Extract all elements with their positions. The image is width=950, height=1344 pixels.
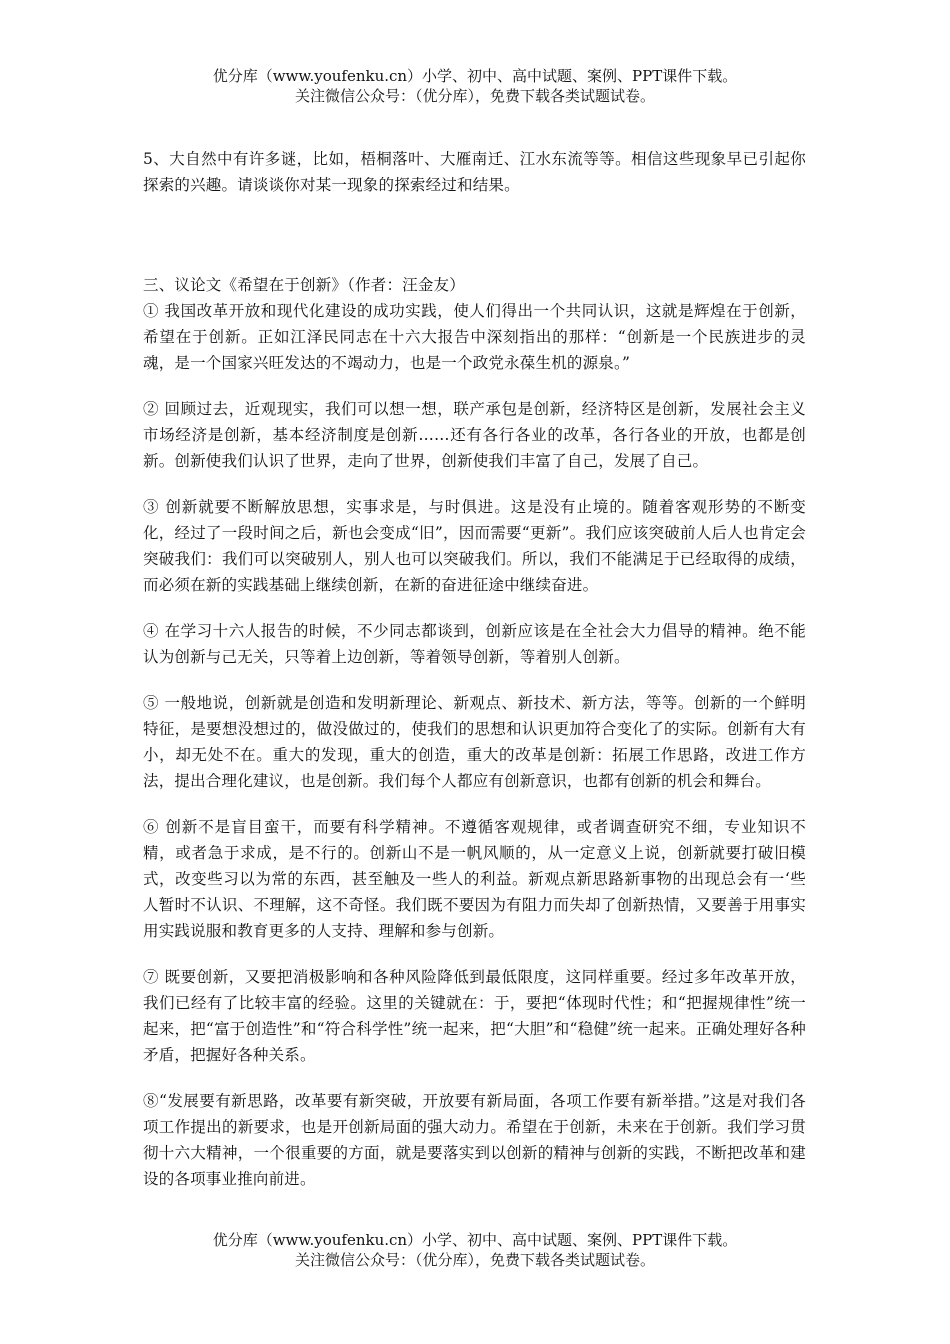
essay-paragraph-7: ⑦ 既要创新，又要把消极影响和各种风险降低到最低限度，这同样重要。经过多年改革开放，我们已经有了比较丰富的经验。这里的关键就在：于，要把“体现时代性；和“把握规律性”统一起来，把“富于创造性”和“符合科学性”统一起来，把“大胆”和“稳健”统一起来。正确处理好各种矛盾，把握好各种关系。 <box>143 968 806 1064</box>
question-5: 5、大自然中有许多谜，比如，梧桐落叶、大雁南迁、江水东流等等。相信这些现象早已引起你探索的兴趣。请谈谈你对某一现象的探索经过和结果。 <box>143 150 806 194</box>
header-line-1: 优分库（www.youfenku.cn）小学、初中、高中试题、案例、PPT课件下载。 <box>212 67 738 85</box>
essay-paragraph-3: ③ 创新就要不断解放思想，实事求是，与时俱进。这是没有止境的。随着客观形势的不断变化，经过了一段时间之后，新也会变成“旧”，因而需要“更新”。我们应该突破前人后人也肯定会突破我们：我们可以突破别人，别人也可以突破我们。所以，我们不能满足于已经取得的成绩，而必须在新的实践基础上继续创新，在新的奋进征途中继续奋进。 <box>143 498 806 594</box>
header-line-2: 关注微信公众号：（优分库），免费下载各类试题试卷。 <box>294 87 655 105</box>
footer-line-1: 优分库（www.youfenku.cn）小学、初中、高中试题、案例、PPT课件下载。 <box>212 1231 738 1249</box>
essay-paragraph-6: ⑥ 创新不是盲目蛮干，而要有科学精神。不遵循客观规律，或者调查研究不细，专业知识不精，或者急于求成，是不行的。创新山不是一帆风顺的，从一定意义上说，创新就要打破旧模式，改变些习以为常的东西，甚至触及一些人的利益。新观点新思路新事物的出现总会有一‘些人暂时不认识、不理解，这不奇怪。我们既不要因为有阻力而失却了创新热情，又要善于用事实用实践说服和教育更多的人支持、理解和参与创新。 <box>143 818 806 940</box>
essay-paragraph-2: ② 回顾过去，近观现实，我们可以想一想，联产承包是创新，经济特区是创新，发展社会主义市场经济是创新，基本经济制度是创新……还有各行各业的改革，各行各业的开放，也都是创新。创新使我们认识了世界，走向了世界，创新使我们丰富了自己，发展了自己。 <box>143 400 806 470</box>
essay-paragraph-4: ④ 在学习十六人报告的时候，不少同志都谈到，创新应该是在全社会大力倡导的精神。绝不能认为创新与己无关，只等着上边创新，等着领导创新，等着别人创新。 <box>143 622 806 666</box>
footer-line-2: 关注微信公众号：（优分库），免费下载各类试题试卷。 <box>294 1251 655 1269</box>
essay-paragraph-5: ⑤ 一般地说，创新就是创造和发明新理论、新观点、新技术、新方法，等等。创新的一个鲜明特征，是要想没想过的，做没做过的，使我们的思想和认识更加符合变化了的实际。创新有大有小，却无处不在。重大的发现，重大的创造，重大的改革是创新：拓展工作思路，改进工作方法，提出合理化建议，也是创新。我们每个人都应有创新意识，也都有创新的机会和舞台。 <box>143 694 806 790</box>
essay-paragraph-8: ⑧“发展要有新思路，改革要有新突破，开放要有新局面，各项工作要有新举措。”这是对我们各项工作提出的新要求，也是开创新局面的强大动力。希望在于创新，未来在于创新。我们学习贯彻十六大精神，一个很重要的方面，就是要落实到以创新的精神与创新的实践，不断把改革和建设的各项事业推向前进。 <box>143 1092 806 1188</box>
essay-section <box>143 272 806 1212</box>
page-footer <box>0 1230 950 1270</box>
page-header <box>0 66 950 106</box>
essay-title: 三、议论文《希望在于创新》（作者：汪金友） <box>143 276 465 294</box>
essay-paragraph-1: ① 我国改革开放和现代化建设的成功实践，使人们得出一个共同认识，这就是辉煌在于创新，希望在于创新。正如江泽民同志在十六大报告中深刻指出的那样：“创新是一个民族进步的灵魂，是一个国家兴旺发达的不竭动力，也是一个政党永葆生机的源泉。” <box>143 302 806 372</box>
